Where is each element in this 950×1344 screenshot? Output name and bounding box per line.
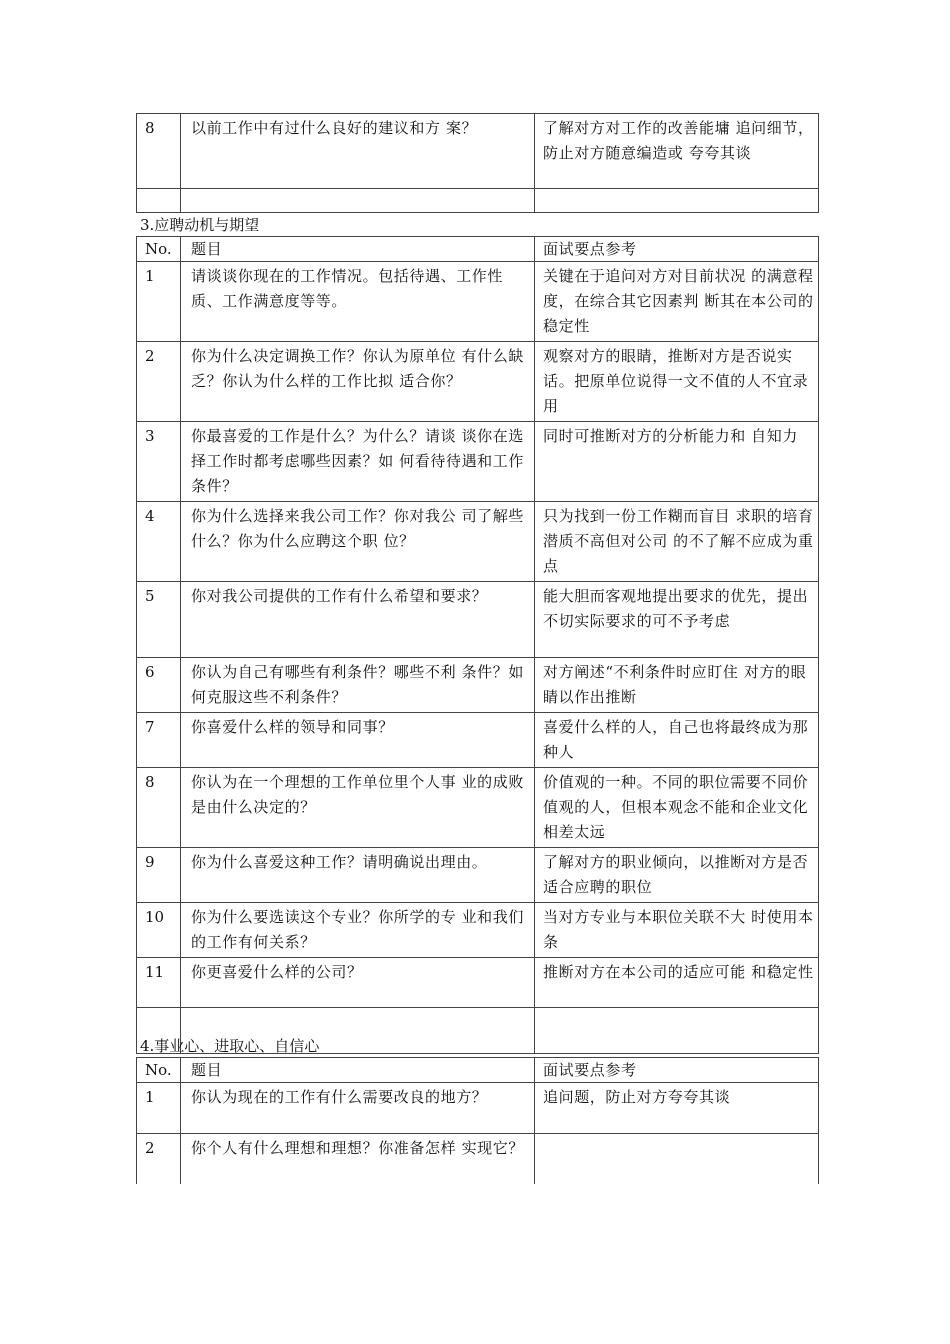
reference-cell	[535, 1008, 819, 1054]
row-number: 9	[137, 848, 181, 903]
table-row	[137, 1083, 819, 1134]
row-number: 11	[137, 958, 181, 1008]
reference-cell: 只为找到一份工作糊而盲目 求职的培育潜质不高但对公司 的不了解不应成为重点	[535, 502, 819, 582]
header-question: 题目	[181, 1058, 535, 1083]
question-cell	[181, 189, 535, 213]
header-reference: 面试要点参考	[535, 237, 819, 262]
question-cell: 你认为在一个理想的工作单位里个人事 业的成败是由什么决定的？	[181, 768, 535, 848]
table-row	[137, 903, 819, 958]
reference-cell: 观察对方的眼睛，推断对方是否说实话。把原单位说得一文不值的人不宜录用	[535, 342, 819, 422]
reference-cell: 价值观的一种。不同的职位需要不同价值观的人，但根本观念不能和企业文化相差太远	[535, 768, 819, 848]
table-header-row	[137, 237, 819, 262]
row-number	[137, 189, 181, 213]
reference-cell	[535, 189, 819, 213]
reference-cell: 关键在于追问对方对目前状况 的满意程度，在综合其它因素判 断其在本公司的稳定性	[535, 262, 819, 342]
row-number: 10	[137, 903, 181, 958]
header-question: 题目	[181, 237, 535, 262]
row-number: 4	[137, 502, 181, 582]
table-section-4	[136, 1057, 819, 1184]
row-number: 7	[137, 713, 181, 768]
table-row	[137, 422, 819, 502]
question-cell: 请谈谈你现在的工作情况。包括待遇、工作性质、工作满意度等等。	[181, 262, 535, 342]
table-row	[137, 342, 819, 422]
question-cell: 你喜爱什么样的领导和同事？	[181, 713, 535, 768]
question-cell: 你个人有什么理想和理想？你准备怎样 实现它？	[181, 1134, 535, 1184]
table-row	[137, 582, 819, 658]
table-row	[137, 768, 819, 848]
row-number: 6	[137, 658, 181, 713]
row-number: 8	[137, 768, 181, 848]
reference-cell: 当对方专业与本职位关联不大 时使用本条	[535, 903, 819, 958]
table-header-row	[137, 1058, 819, 1083]
question-cell: 你为什么要选读这个专业？你所学的专 业和我们的工作有何关系？	[181, 903, 535, 958]
reference-cell: 了解对方的职业倾向，以推断对方是否适合应聘的职位	[535, 848, 819, 903]
section-4-title: 4.事业心、进取心、自信心	[140, 1037, 320, 1055]
table-section-3	[136, 236, 819, 1054]
reference-cell: 能大胆而客观地提出要求的优先，提出不切实际要求的可不予考虑	[535, 582, 819, 658]
row-number: 5	[137, 582, 181, 658]
table-row-empty	[137, 189, 819, 213]
question-cell: 你对我公司提供的工作有什么希望和要求？	[181, 582, 535, 658]
reference-cell: 了解对方对工作的改善能墉 追问细节，防止对方随意编造或 夸夸其谈	[535, 114, 819, 189]
reference-cell: 追问题，防止对方夸夸其谈	[535, 1083, 819, 1134]
row-number: 8	[137, 114, 181, 189]
row-number: 1	[137, 262, 181, 342]
header-no: No.	[137, 237, 181, 262]
table-row	[137, 958, 819, 1008]
question-cell: 你为什么选择来我公司工作？你对我公 司了解些什么？你为什么应聘这个职 位？	[181, 502, 535, 582]
question-cell: 你认为自己有哪些有利条件？哪些不利 条件？如何克服这些不利条件？	[181, 658, 535, 713]
question-cell: 你最喜爱的工作是什么？为什么？请谈 谈你在选择工作时都考虑哪些因素？如 何看待待遇和工作条件？	[181, 422, 535, 502]
table-row	[137, 114, 819, 189]
table-row	[137, 502, 819, 582]
reference-cell: 推断对方在本公司的适应可能 和稳定性	[535, 958, 819, 1008]
question-cell: 以前工作中有过什么良好的建议和方 案？	[181, 114, 535, 189]
reference-cell: 对方阐述“不利条件时应盯住 对方的眼睛以作出推断	[535, 658, 819, 713]
table-row	[137, 713, 819, 768]
question-cell: 你为什么决定调换工作？你认为原单位 有什么缺乏？你认为什么样的工作比拟 适合你？	[181, 342, 535, 422]
row-number: 2	[137, 342, 181, 422]
question-cell: 你认为现在的工作有什么需要改良的地方？	[181, 1083, 535, 1134]
question-cell: 你更喜爱什么样的公司？	[181, 958, 535, 1008]
table-row	[137, 262, 819, 342]
row-number: 3	[137, 422, 181, 502]
row-number: 1	[137, 1083, 181, 1134]
section-3-title: 3.应聘动机与期望	[140, 216, 260, 234]
table-row	[137, 658, 819, 713]
reference-cell: 喜爱什么样的人，自己也将最终成为那种人	[535, 713, 819, 768]
reference-cell	[535, 1134, 819, 1184]
row-number: 2	[137, 1134, 181, 1184]
table-row	[137, 848, 819, 903]
header-no: No.	[137, 1058, 181, 1083]
table-row	[137, 1134, 819, 1184]
header-reference: 面试要点参考	[535, 1058, 819, 1083]
question-cell: 你为什么喜爱这种工作？请明确说出理由。	[181, 848, 535, 903]
reference-cell: 同时可推断对方的分析能力和 自知力	[535, 422, 819, 502]
table-top-continuation	[136, 113, 819, 213]
